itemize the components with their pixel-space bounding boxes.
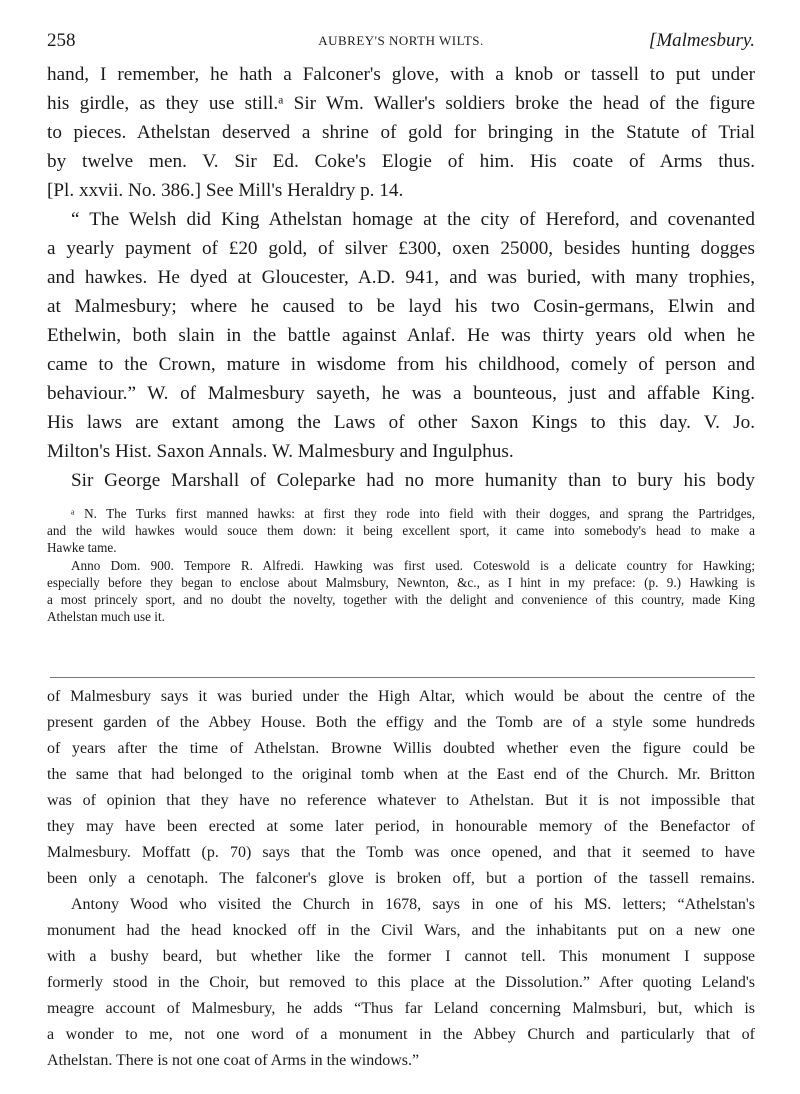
running-head	[47, 30, 755, 54]
text-line: [Pl. xxvii. No. 386.] See Mill's Heraldry p. 14.	[47, 180, 404, 201]
note-line: a wonder to me, not one word of a monument in the Abbey Church and particularly that of	[47, 1026, 755, 1043]
footnote-line: ᵃ N. The Turks first manned hawks: at first they rode into field with their dogges, and sprang the Partridges,	[71, 506, 755, 521]
note-line: been only a cenotaph. The falconer's glove is broken off, but a portion of the tassell remains.	[47, 870, 755, 887]
footnote-line: Anno Dom. 900. Tempore R. Alfredi. Hawking was first used. Coteswold is a delicate country for Hawking;	[71, 558, 755, 573]
text-line: came to the Crown, mature in wisdome from his childhood, comely of person and	[47, 354, 755, 375]
note-line: Antony Wood who visited the Church in 1678, says in one of his MS. letters; “Athelstan's	[71, 896, 755, 913]
text-line: Milton's Hist. Saxon Annals. W. Malmesbury and Ingulphus.	[47, 441, 514, 462]
section-divider	[50, 677, 755, 678]
running-title: AUBREY'S NORTH WILTS.	[318, 33, 484, 48]
text-line: his girdle, as they use still.ᵃ Sir Wm. Waller's soldiers broke the head of the figure	[47, 93, 755, 114]
note-line: with a bushy beard, but whether like the former I cannot tell. This monument I suppose	[47, 948, 755, 965]
text-line: a yearly payment of £20 gold, of silver £300, oxen 25000, besides hunting dogges	[47, 238, 755, 259]
note-line: monument had the head knocked off in the Civil Wars, and the inhabitants put on a new one	[47, 922, 755, 939]
footnote-line: and the wild hawkes would souce them down: it being excellent sport, it came into somebody's head to make a	[47, 523, 755, 538]
text-line: “ The Welsh did King Athelstan homage at the city of Hereford, and covenanted	[71, 209, 755, 230]
text-line: behaviour.” W. of Malmesbury sayeth, he was a bounteous, just and affable King.	[47, 383, 755, 404]
footnote-line: a most princely sport, and no doubt the novelty, together with the delight and convenience of this country, made King	[47, 592, 755, 607]
text-line: and hawkes. He dyed at Gloucester, A.D. 941, and was buried, with many trophies,	[47, 267, 755, 288]
text-line: Ethelwin, both slain in the battle against Anlaf. He was thirty years old when he	[47, 325, 755, 346]
footnote-line: especially before they began to enclose about Malmsbury, Newnton, &c., as I hint in my preface: (p. 9.) Hawking is	[47, 575, 755, 590]
note-line: Athelstan. There is not one coat of Arms in the windows.”	[47, 1052, 420, 1069]
note-line: of years after the time of Athelstan. Browne Willis doubted whether even the figure could be	[47, 740, 755, 757]
note-line: present garden of the Abbey House. Both the effigy and the Tomb are of a style some hundreds	[47, 714, 755, 731]
footnote-line: Athelstan much use it.	[47, 609, 165, 624]
note-line: was of opinion that they have no reference whatever to Athelstan. But it is not impossible that	[47, 792, 755, 809]
note-line: Malmesbury. Moffatt (p. 70) says that the Tomb was once opened, and that it seemed to have	[47, 844, 755, 861]
note-line: of Malmesbury says it was buried under the High Altar, which would be about the centre of the	[47, 688, 755, 705]
text-line: hand, I remember, he hath a Falconer's glove, with a knob or tassell to put under	[47, 64, 755, 85]
note-line: formerly stood in the Choir, but removed to this place at the Dissolution.” After quoting Leland's	[47, 974, 755, 991]
note-line: meagre account of Malmesbury, he adds “Thus far Leland concerning Malmsburi, but, which is	[47, 1000, 755, 1017]
note-line: they may have been erected at some later period, in honourable memory of the Benefactor of	[47, 818, 755, 835]
text-line: at Malmesbury; where he caused to be layd his two Cosin-germans, Elwin and	[47, 296, 755, 317]
text-line: to pieces. Athelstan deserved a shrine of gold for bringing in the Statute of Trial	[47, 122, 755, 143]
section-title: [Malmesbury.	[648, 30, 755, 51]
note-line: the same that had belonged to the original tomb when at the East end of the Church. Mr. Britton	[47, 766, 755, 783]
page-number: 258	[47, 30, 76, 51]
text-line: His laws are extant among the Laws of other Saxon Kings to this day. V. Jo.	[47, 412, 755, 433]
text-line: by twelve men. V. Sir Ed. Coke's Elogie of him. His coate of Arms thus.	[47, 151, 755, 172]
footnote-line: Hawke tame.	[47, 540, 117, 555]
text-line: Sir George Marshall of Coleparke had no more humanity than to bury his body	[71, 470, 755, 491]
